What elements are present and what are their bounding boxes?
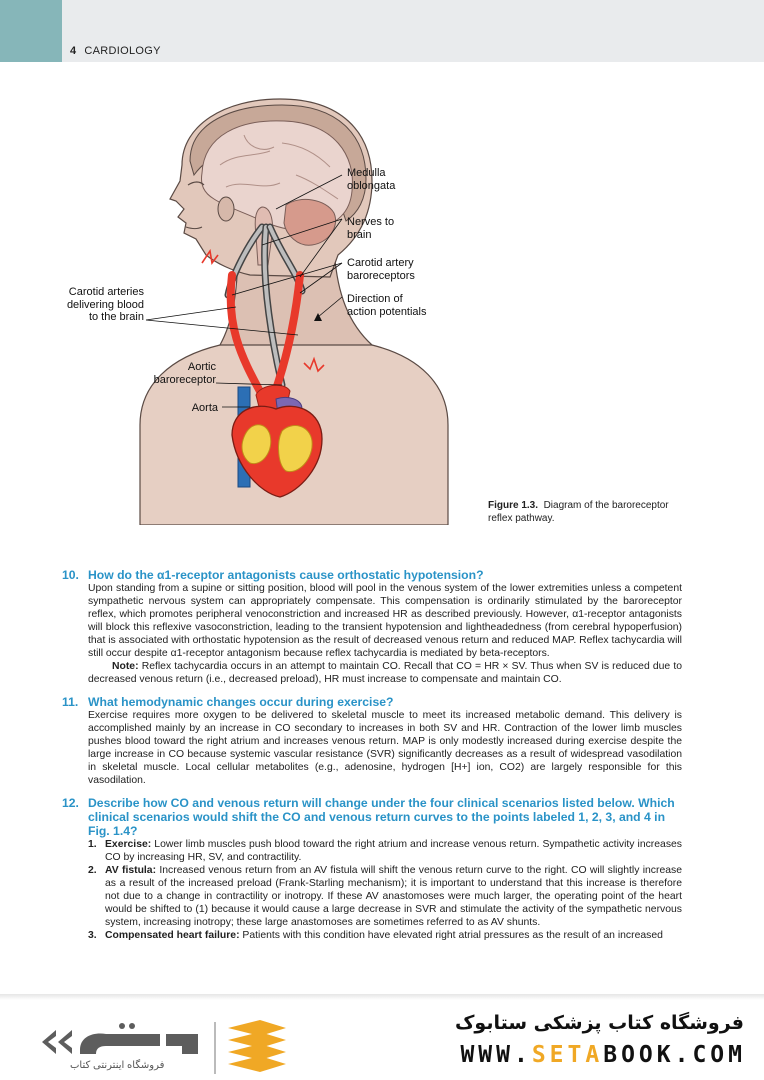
label-carotid-arteries: Carotid arteries delivering blood to the brain xyxy=(66,286,144,323)
item-label: Compensated heart failure: xyxy=(105,930,240,941)
running-header xyxy=(70,45,161,57)
baroreceptor-figure xyxy=(0,95,764,525)
url-prefix: WWW. xyxy=(460,1042,532,1068)
brand-logo-mark xyxy=(214,1018,290,1078)
page-number: 4 xyxy=(70,45,77,57)
figure-caption xyxy=(488,499,688,525)
store-name: فروشگاه کتاب پزشکی ستابوک xyxy=(454,1012,744,1034)
question-10 xyxy=(62,568,682,686)
caption-text: Diagram of the baroreceptor reflex pathway. xyxy=(488,500,669,524)
question-12 xyxy=(62,796,682,942)
item-number: 1. xyxy=(88,839,97,850)
brand-logo-subtitle: فروشگاه اینترنتی کتاب xyxy=(70,1060,165,1071)
question-number: 12. xyxy=(62,796,79,810)
list-item xyxy=(88,864,682,929)
item-text: Patients with this condition have elevated right atrial pressures as the result of an increased xyxy=(242,930,663,941)
item-text: Lower limb muscles push blood toward the right atrium and increase venous return. Sympathetic activity increases CO by increasing HR, SV, and contractility. xyxy=(105,839,682,863)
item-number: 2. xyxy=(88,865,97,876)
question-number: 10. xyxy=(62,568,79,582)
question-title xyxy=(62,796,682,838)
question-title xyxy=(62,568,682,582)
caption-label: Figure 1.3. xyxy=(488,500,539,511)
item-text: Increased venous return from an AV fistula will shift the venous return curve to the right. CO will slightly increase as a result of the increased preload (Frank-Starling mechanism); it is important to understand that this increase is therefore not due to a change in contractility or inotropy. If these AV anastomoses were much larger, the operating point of the heart would be shifted to (1) because it would cause a large decrease in SVR and stimulate the activity of the sympathetic nervous system, increasing inotropy; these large anastomoses are sometimes referred to as AV shunts. xyxy=(105,865,682,928)
item-label: AV fistula: xyxy=(105,865,157,876)
url-accent: SETA xyxy=(531,1042,604,1068)
label-nerves-to-brain: Nerves to brain xyxy=(347,216,395,241)
label-direction-action-potentials: Direction of action potentials xyxy=(347,293,427,318)
label-aortic-baroreceptor: Aortic baroreceptor xyxy=(153,361,216,386)
question-11 xyxy=(62,695,682,787)
question-text: Describe how CO and venous return will change under the four clinical scenarios listed below. Which clinical scenarios would shift the CO and venous return curves to the points labeled 1, 2, 3, and 4 in Fig. 1.4? xyxy=(88,796,675,838)
question-number: 11. xyxy=(62,695,79,709)
header-color-block xyxy=(0,0,62,62)
question-text: What hemodynamic changes occur during exercise? xyxy=(88,695,394,709)
item-number: 3. xyxy=(88,930,97,941)
url-suffix: BOOK.COM xyxy=(603,1042,746,1068)
answer-paragraph: Exercise requires more oxygen to be delivered to skeletal muscle to meet its increased metabolic demand. This delivery is accomplished mainly by an increase in CO secondary to increases in both SV and HR. Contraction of the lower limb muscles pushes blood toward the right atrium and increases venous return. MAP is only modestly increased during exercise despite the large increase in CO because systemic vascular resistance (SVR) significantly decreases as a result of widespread vasodilation in skeletal muscle. Local cellular metabolites (e.g., adenosine, hydrogen [H+] ion, CO2) are largely responsible for this vasodilation. xyxy=(88,710,682,786)
footer-divider xyxy=(0,994,764,1000)
label-aorta: Aorta xyxy=(191,402,218,414)
note-label: Note: xyxy=(112,661,139,672)
answer-paragraph: Upon standing from a supine or sitting position, blood will pool in the venous system of the lower extremities unless a competent sympathetic nervous system can appropriately compensate. This compensation is ordinarily stimulated by the baroreceptor reflex, which promotes peripheral venoconstriction and increased HR as described previously. However, α1-receptor antagonists will block this reflexive vasoconstriction, leading to the transient hypotension and lightheadedness (from cerebral hypoperfusion) that is associated with orthostatic hypotension as the result of decreased venous return and reduced MAP. Reflex tachycardia will still occur despite α1-receptor antagonism because reflex tachycardia is mediated by beta-receptors. xyxy=(88,583,682,659)
header-bar xyxy=(62,0,764,62)
list-item xyxy=(88,838,682,864)
label-medulla-oblongata: Medulla oblongata xyxy=(347,167,396,192)
note-paragraph xyxy=(88,660,682,686)
store-url-link[interactable] xyxy=(460,1042,746,1068)
main-text xyxy=(62,568,682,951)
scenario-list xyxy=(88,838,682,942)
list-item xyxy=(88,929,682,942)
item-label: Exercise: xyxy=(105,839,152,850)
label-carotid-baroreceptors: Carotid artery baroreceptors xyxy=(347,257,415,282)
question-text: How do the α1-receptor antagonists cause orthostatic hypotension? xyxy=(88,568,484,582)
section-title: CARDIOLOGY xyxy=(84,45,161,57)
note-text: Reflex tachycardia occurs in an attempt to maintain CO. Recall that CO = HR × SV. Thus when SV is reduced due to decreased venous return (i.e., decreased preload), HR must increase to compensate and maintain CO. xyxy=(88,661,682,685)
brand-logo-wordmark xyxy=(36,1016,206,1066)
question-title xyxy=(62,695,682,709)
